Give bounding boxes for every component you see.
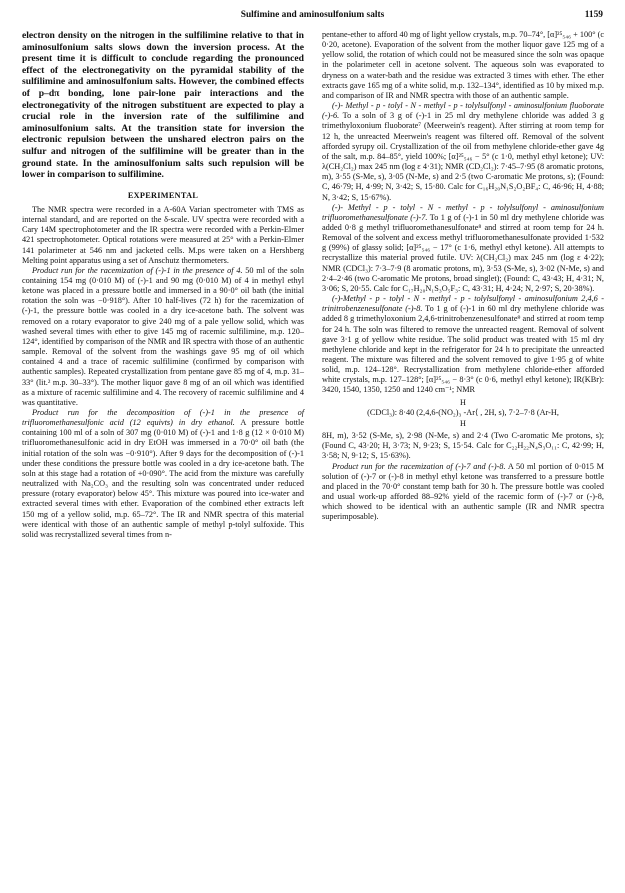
racemization-product-run-paragraph <box>22 266 304 408</box>
fluoborate-title: (-)- Methyl - p - tolyl - N - methyl - p - tolylsulfonyl - aminosulfonium fluoborate (-)-6. <box>322 101 604 121</box>
decomposition-run-body: A pressure bottle containing 100 ml of a soln of 307 mg (0·010 M) of (-)-1 and 1·8 g (12 × 0·010 M) trifluoromethanesulfonic acid in dry EtOH was immersed in a 70·0° oil bath (the initial rotation of the soln was −0·910°). After 9 days for the decomposition of (-)-1 under these conditions the pressure bottle was cooled in a dry ice-acetone bath. The soln at this stage had a rotation of +0·090°. The acid from the mixture was carefully neutralized with Na₂CO₃ and the resulting soln was concentrated under reduced pressure (rotary evaporator) below 45°. This mixture was poured into ice-water and extracted several times with ether. Evaporation of the combined ether extracts left 150 mg of a yellow solid, m.p. 65–72°. The IR and NMR spectra of this material were identical with those of an authentic sample of methyl p-tolyl sulfoxide. This solid was recrystallized several times from n- <box>22 418 304 539</box>
decomposition-product-run-paragraph <box>22 408 304 540</box>
right-column <box>322 30 604 523</box>
intro-paragraph: electron density on the nitrogen in the sulfilimine relative to that in aminosulfonium salts slows down the inversion process. At the present time it is difficult to conclude regarding the pronounced effect of the electronegativity on the pyramidal stability of the sulfilimine and aminosulfonium salts. However, the combined effects of p–dπ bonding, lone pair-lone pair interactions and the electronegativity of the nitrogen substituent are expected to play a crucial role in the inversion rate of the sulfilimine and aminosulfonium salts. At the transition state for inversion the electronic repulsion between the unshared electron pairs on the sulfur and nitrogen of the sulfilimine will be greater than in the ground state. In the aminosulfonium salts such repulsion will be lower in comparison to sulfilimine. <box>22 30 304 181</box>
salts-racemization-body: A 50 ml portion of 0·015 M solution of (-)-7 or (-)-8 in methyl ethyl ketone was transferred to a pressure bottle and placed in the 70·0° constant temp bath for 30 h. The pressure bottle was cooled and usual work-up afforded 88–92% yield of the racemic form of (-)-7 or (-)-8, which showed to be identical with an authentic sample (IR and NMR spectra superimposable). <box>322 461 605 522</box>
triflate-title: (-)- Methyl - p - tolyl - N - methyl - p - tolylsulfonyl - aminosulfonium trifluoromethanesulfonate (-)-7. <box>322 202 604 222</box>
fluoborate-paragraph <box>322 101 604 203</box>
triflate-body: To 1 g of (-)-1 in 50 ml dry methylene chloride was added 0·8 g methyl trifluoromethanesulfonate⁸ and stirred at room temp for 24 h. Removal of the solvent and excess methyl trifluoromethanesulfonate provided 1·532 g (99%) of glassy solid; [α]²⁵₅₄₆ − 17° (c 1·6, methyl ethyl ketone). All attempts to recrystallize this material proved futile. UV: λ(CH₂Cl₂) max 245 nm (log ε 4·22); NMR (CDCl₃): 7·3–7·9 (8 aromatic protons, m), 3·53 (S-Me, s), 3·02 (N-Me, s) and 2·4–2·46 (two C-aromatic Me protons, broad singlet); (Found: C, 43·43; H, 4·31; N, 3·06; S, 20·55. Calc for C₁₇H₂₀N₁S₃O₅F₃: C, 43·31; H, 4·24; N, 2·97; S, 20·38%). <box>322 212 604 293</box>
decomposition-run-title: Product run for the decomposition of (-)-1 in the presence of trifluoromethanesulfonic acid (12 equivts) in dry ethanol. <box>22 408 304 428</box>
left-column <box>22 30 304 540</box>
formula-top-h: H <box>460 397 466 407</box>
instruments-paragraph: The NMR spectra were recorded in a A-60A Varian spectrometer with TMS as internal standard, and are reported on the δ-scale. UV spectra were recorded with a Cary 14M spectrophotometer and the IR spectra were recorded with a Perkin-Elmer 421 spectrophotometer. Optical rotations were measured at 25° with a Perkin-Elmer 141 polarimeter at 546 nm and jacketed cells. M.ps were taken on a Hershberg Melting point apparatus using a set of Anschutz thermometers. <box>22 204 304 265</box>
nmr-formula <box>322 398 604 430</box>
intro-section <box>22 30 304 181</box>
running-head-title: Sulfimine and aminosulfonium salts <box>240 10 385 20</box>
salts-racemization-title: Product run for the racemization of (-)-7 and (-)-8. <box>332 461 506 471</box>
racemization-run-body: 50 ml of the soln containing 154 mg (0·010 M) of (-)-1 and 90 mg (0·010 M) of 4 in methyl ethyl ketone was placed in a pressure bottle and immersed in a 90·0° oil bath (the initial rotation the soln was −0·918°). After 10 half-lives (72 h) for the racemization of (-)-1, the pressure bottle was cooled in a dry ice-acetone bath. The solvent was removed on a rotary evaporator to give 240 mg of a pale yellow solid, which was washed several times with ether to give 145 mg of racemic sulfilimine, m.p. 120–124°, identified by comparison of the NMR and IR spectra with those of an authentic sample. Removal of the solvent from the washings gave 95 mg of oil which contained 4 and a trace of racemic sulfilimine (confirmed by comparison with authentic samples). Repeated crystallization from pentane gave 85 mg of 4, m.p. 31–33° (lit.² m.p. 30–33°). The mother liquor gave 8 mg of an oil which was identified as a mixture of racemic sulfilimine and 4. The recovery of racemic sulfilimine and 4 was quantitative. <box>22 265 304 407</box>
trinitrobenzenesulfonate-paragraph <box>322 294 604 396</box>
trinitrobenzenesulfonate-title: (-)-Methyl - p - tolyl - N - methyl - p - tolylsulfonyl - aminosulfonium 2,4,6 - trinitrobenzenesulfonate (-)-8. <box>322 294 604 314</box>
continuation-paragraph: pentane-ether to afford 40 mg of light yellow crystals, m.p. 70–74°, [α]²⁵₅₄₆ + 100° (c 0·20, acetone). Evaporation of the solvent from the mother liquor gave 125 mg of a yellow solid, the rotation of which could not be measured since the soln was opaque in the polarimeter cell in acetone solvent. The aqueous soln was evaporated to dryness on a water-bath and the residue was extracted 3 times with ether. The ether extracts gave 165 mg of a white solid, m.p. 132–134°, identified as 10 by mixed m.p. and comparison of IR and NMR spectra with those of an authentic sample. <box>322 30 604 100</box>
triflate-paragraph <box>322 203 604 294</box>
nmr-continuation-paragraph: 8H, m), 3·52 (S-Me, s), 2·98 (N-Me, s) and 2·4 (Two C-aromatic Me protons, s); (Found C, 43·20; H, 3·73; N, 9·23; S, 15·54. Calc for C₂₂H₂₂N₄S₃O₁₁: C, 42·99; H, 3·58; N, 9·12; S, 15·63%). <box>322 431 604 461</box>
salts-racemization-paragraph <box>322 462 604 523</box>
trinitrobenzenesulfonate-body: To 1 g of (-)-1 in 60 ml dry methylene chloride was added 8 g trimethyloxonium 2,4,6-trinitrobenzenesulfonate⁹ and stirred at room temp for 24 h. The soln was filtered to remove the unreacted reagent. Removal of solvent gave 3·1 g of yellow white residue. The solid product was treated with 15 ml dry methylene chloride and kept in the refrigerator for 24 h to precipitate the unreacted reagent. The mixture was filtered and the solvent removed to give 1·95 g of white solid, m.p. 124–128°. Recrystallization from methylene chloride-ether afforded white crystals, m.p. 127–128°; [α]²⁵₅₄₆ − 8·3° (c 0·6, methyl ethyl ketone); IR(KBr): 3420, 1540, 1350, 1250 and 1240 cm⁻¹; NMR <box>322 304 604 395</box>
running-head <box>22 10 603 24</box>
fluoborate-body: To a soln of 3 g of (-)-1 in 25 ml dry methylene chloride was added 3 g trimethyloxonium fluoborate⁷ (Meerwein's reagent). After stirring at room temp for 12 h, the unreacted Meerwein's reagent was filtered off. Removal of the solvent afforded syrupy oil. Crystallization of the oil from methylene chloride-ether gave 4g of the salt, m.p. 84–85°, yield 100%; [α]²⁵₅₄₆ − 5° (c 1·0, methyl ethyl ketone); UV: λ(CH₂Cl₂) max 245 nm (log ε 4·31); NMR (CD₂Cl₂): 7·45–7·95 (8 aromatic protons, m), 3·55 (S-Me, s), 3·05 (N-Me, s) and 2·5 (two C-aromatic Me protons, s); (Found: C, 46·79; H, 4·99; N, 3·42; S, 15·80. Calc for C₁₆H₂₀N₁S₂O₂BF₄: C, 46·96; H, 4·88; N, 3·42; S, 15·67%). <box>322 111 604 202</box>
formula-main-line: (CDCl₃): 8·40 (2,4,6-(NO₂)₃ -Ar⟨ , 2H, s), 7·2–7·8 (Ar-H, <box>367 408 559 418</box>
experimental-heading: EXPERIMENTAL <box>127 190 199 200</box>
page-number: 1159 <box>584 10 603 20</box>
formula-bottom-h: H <box>460 418 466 428</box>
racemization-run-title: Product run for the racemization of (-)-1 in the presence of 4. <box>32 265 243 275</box>
